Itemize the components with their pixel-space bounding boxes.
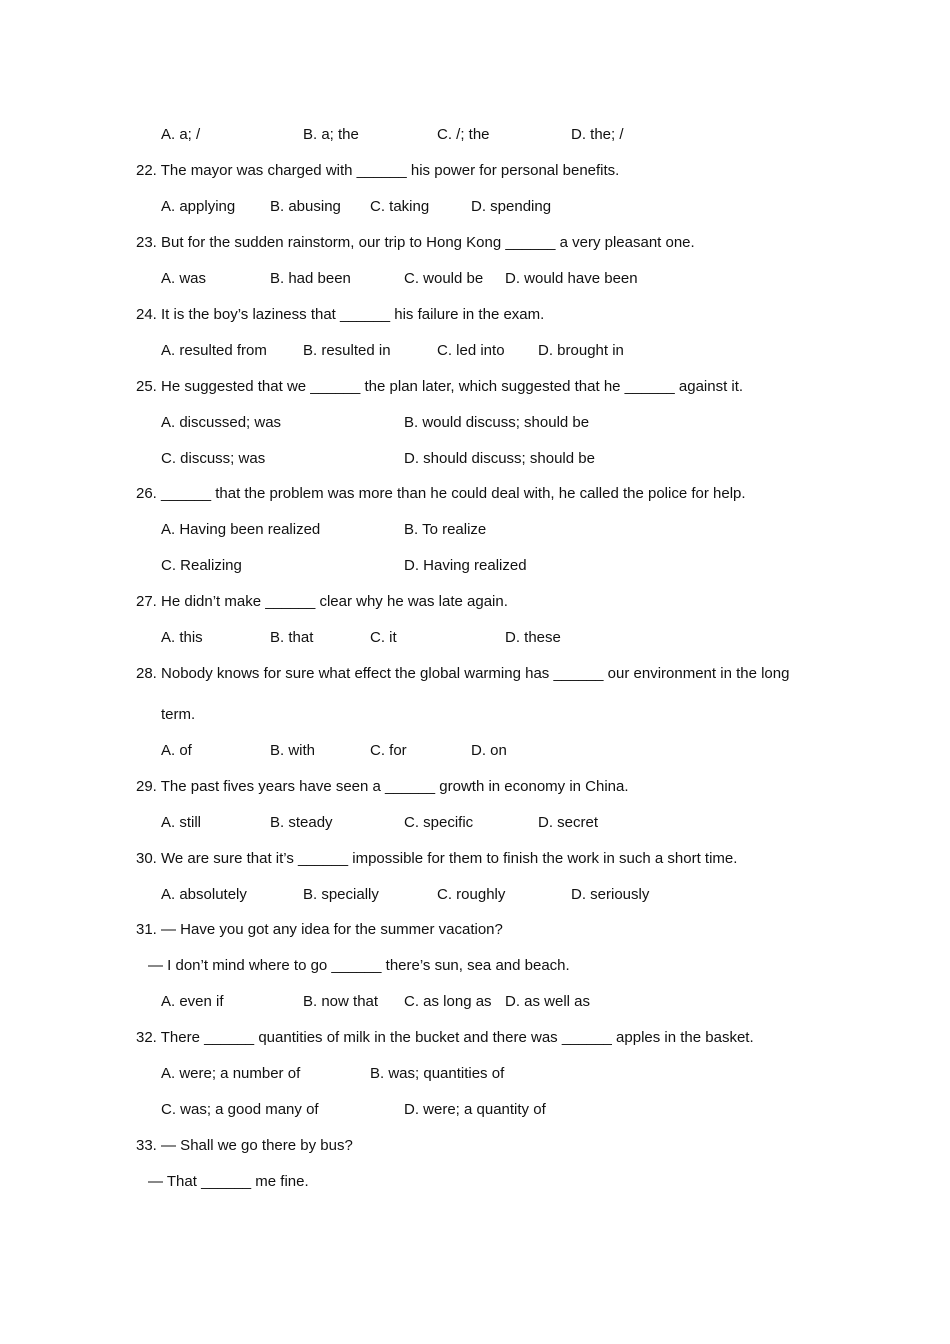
q22-option-c: C. taking	[370, 198, 430, 215]
q28-stem-continued: term.	[161, 706, 196, 723]
q30-option-b: B. specially	[303, 886, 379, 903]
q28-option-c: C. for	[370, 742, 407, 759]
q28-stem: 28. Nobody knows for sure what effect the global warming has ______ our environment in the long	[136, 665, 790, 682]
q22-option-b: B. abusing	[270, 198, 341, 215]
q25-option-b: B. would discuss; should be	[404, 414, 590, 431]
q31-option-c: C. as long as	[404, 993, 492, 1010]
q22-stem: 22. The mayor was charged with ______ his power for personal benefits.	[136, 162, 620, 179]
q26-option-a: A. Having been realized	[161, 521, 321, 538]
q26-option-c: C. Realizing	[161, 557, 242, 574]
q32-stem: 32. There ______ quantities of milk in the bucket and there was ______ apples in the basket.	[136, 1029, 754, 1046]
q27-stem: 27. He didn’t make ______ clear why he was late again.	[136, 593, 508, 610]
q30-option-c: C. roughly	[437, 886, 506, 903]
q24-stem: 24. It is the boy’s laziness that ______ his failure in the exam.	[136, 306, 545, 323]
q24-option-a: A. resulted from	[161, 342, 267, 359]
q26-option-b: B. To realize	[404, 521, 487, 538]
q31-option-a: A. even if	[161, 993, 224, 1010]
q25-option-c: C. discuss; was	[161, 450, 266, 467]
q33-stem: 33. — Shall we go there by bus?	[136, 1137, 353, 1154]
q22-option-d: D. spending	[471, 198, 552, 215]
q31-stem: 31. — Have you got any idea for the summer vacation?	[136, 921, 503, 938]
q23-option-a: A. was	[161, 270, 207, 287]
q27-option-b: B. that	[270, 629, 314, 646]
q27-option-c: C. it	[370, 629, 397, 646]
q21-option-a: A. a; /	[161, 126, 201, 143]
q31-option-d: D. as well as	[505, 993, 591, 1010]
q32-option-b: B. was; quantities of	[370, 1065, 505, 1082]
q28-option-b: B. with	[270, 742, 316, 759]
q21-option-c: C. /; the	[437, 126, 490, 143]
q25-stem: 25. He suggested that we ______ the plan later, which suggested that he ______ against it.	[136, 378, 744, 395]
q30-option-d: D. seriously	[571, 886, 650, 903]
q30-option-a: A. absolutely	[161, 886, 247, 903]
q24-option-d: D. brought in	[538, 342, 624, 359]
q32-option-d: D. were; a quantity of	[404, 1101, 546, 1118]
q29-option-d: D. secret	[538, 814, 599, 831]
q31-stem-reply: — I don’t mind where to go ______ there’s sun, sea and beach.	[148, 957, 570, 974]
q32-option-a: A. were; a number of	[161, 1065, 301, 1082]
q23-option-d: D. would have been	[505, 270, 638, 287]
q27-option-a: A. this	[161, 629, 203, 646]
q28-option-a: A. of	[161, 742, 192, 759]
q31-option-b: B. now that	[303, 993, 379, 1010]
q26-option-d: D. Having realized	[404, 557, 527, 574]
q32-option-c: C. was; a good many of	[161, 1101, 319, 1118]
q25-option-a: A. discussed; was	[161, 414, 282, 431]
q28-option-d: D. on	[471, 742, 507, 759]
q29-option-c: C. specific	[404, 814, 474, 831]
q29-option-a: A. still	[161, 814, 202, 831]
q21-option-b: B. a; the	[303, 126, 359, 143]
q26-stem: 26. ______ that the problem was more than he could deal with, he called the police for help.	[136, 485, 746, 502]
q23-stem: 23. But for the sudden rainstorm, our trip to Hong Kong ______ a very pleasant one.	[136, 234, 695, 251]
q21-option-d: D. the; /	[571, 126, 624, 143]
q23-option-b: B. had been	[270, 270, 351, 287]
q23-option-c: C. would be	[404, 270, 484, 287]
q33-stem-reply: — That ______ me fine.	[148, 1173, 309, 1190]
q24-option-b: B. resulted in	[303, 342, 391, 359]
q29-stem: 29. The past fives years have seen a ______ growth in economy in China.	[136, 778, 629, 795]
q24-option-c: C. led into	[437, 342, 505, 359]
q29-option-b: B. steady	[270, 814, 333, 831]
q22-option-a: A. applying	[161, 198, 236, 215]
q30-stem: 30. We are sure that it’s ______ impossible for them to finish the work in such a short time.	[136, 850, 738, 867]
q25-option-d: D. should discuss; should be	[404, 450, 595, 467]
q27-option-d: D. these	[505, 629, 561, 646]
